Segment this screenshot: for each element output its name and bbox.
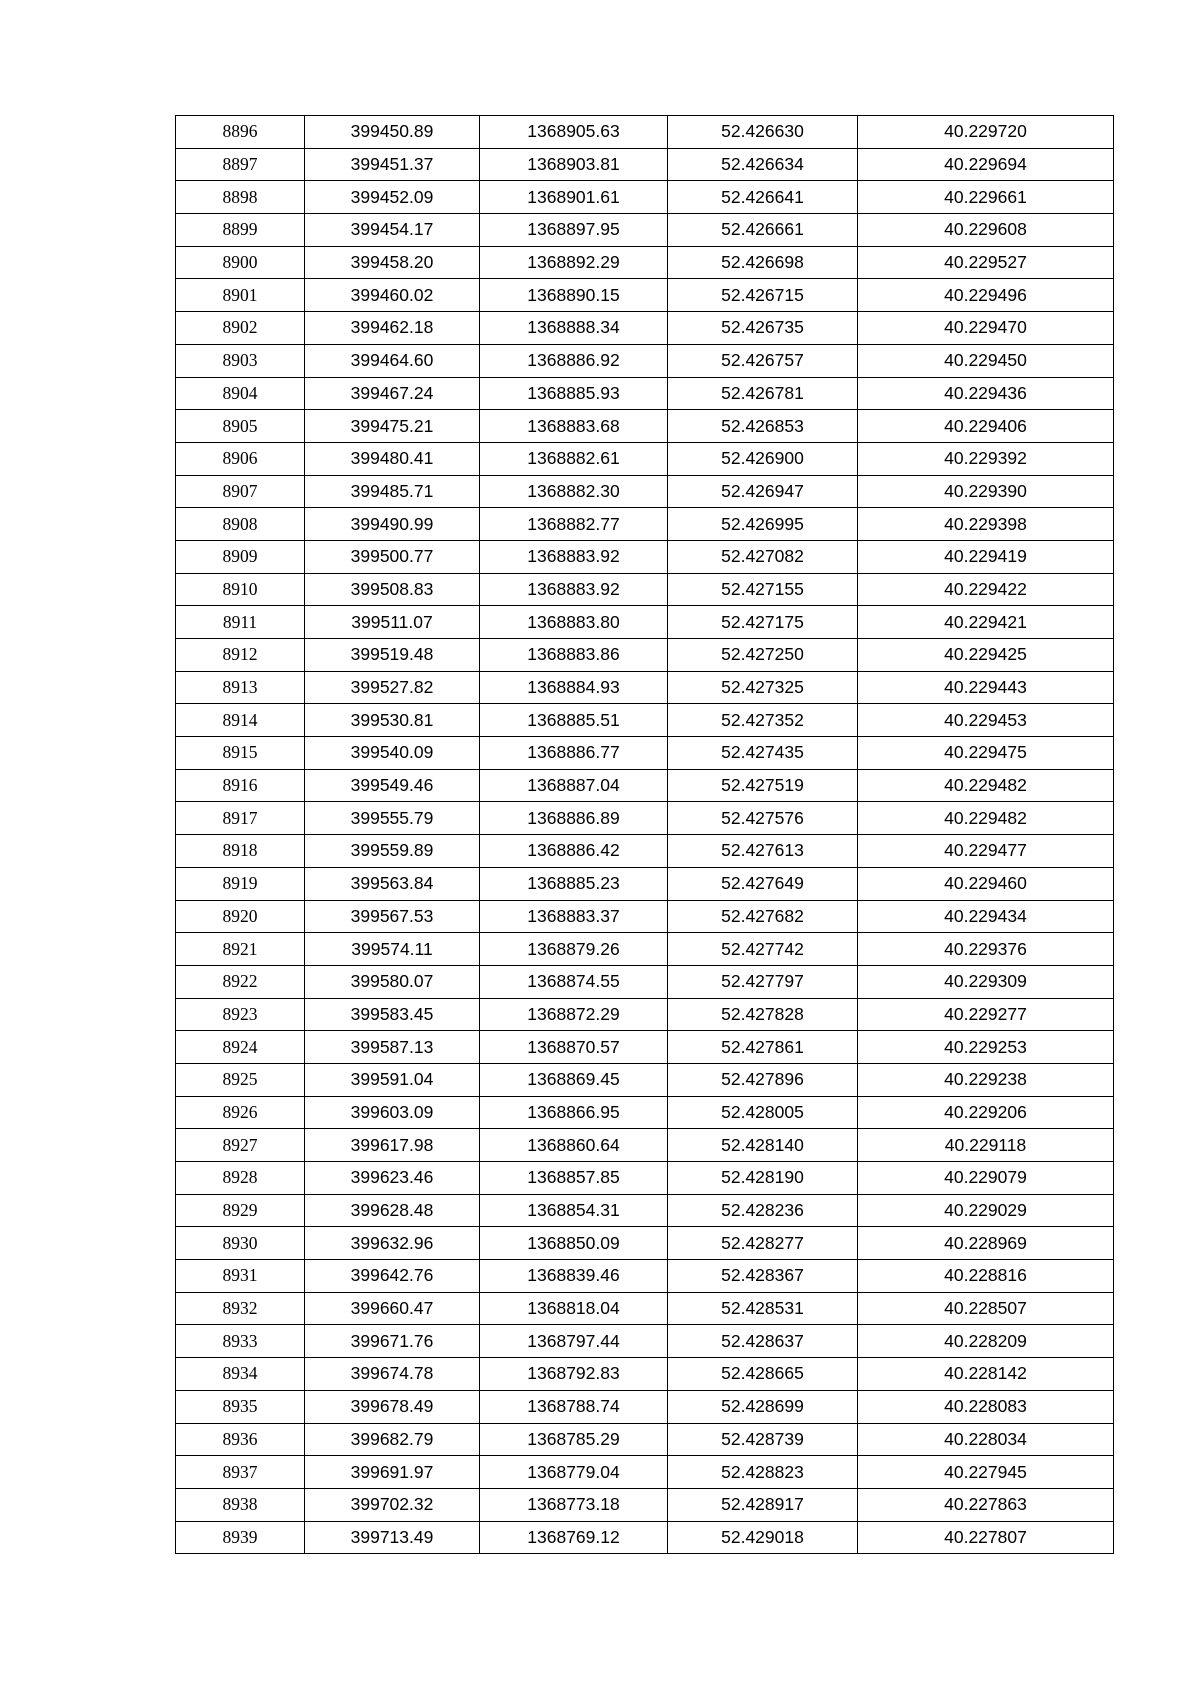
longitude-cell: 40.229450	[858, 344, 1114, 377]
y-coordinate-cell: 1368883.92	[480, 573, 668, 606]
x-coordinate-cell: 399450.89	[305, 116, 480, 149]
y-coordinate-cell: 1368882.77	[480, 508, 668, 541]
longitude-cell: 40.229694	[858, 148, 1114, 181]
latitude-cell: 52.426630	[668, 116, 858, 149]
latitude-cell: 52.427797	[668, 965, 858, 998]
x-coordinate-cell: 399678.49	[305, 1390, 480, 1423]
longitude-cell: 40.229238	[858, 1063, 1114, 1096]
longitude-cell: 40.229376	[858, 933, 1114, 966]
y-coordinate-cell: 1368797.44	[480, 1325, 668, 1358]
longitude-cell: 40.229482	[858, 802, 1114, 835]
longitude-cell: 40.229206	[858, 1096, 1114, 1129]
longitude-cell: 40.229475	[858, 737, 1114, 770]
y-coordinate-cell: 1368901.61	[480, 181, 668, 214]
longitude-cell: 40.229406	[858, 410, 1114, 443]
latitude-cell: 52.427896	[668, 1063, 858, 1096]
point-number-cell: 8932	[176, 1292, 305, 1325]
longitude-cell: 40.229421	[858, 606, 1114, 639]
point-number-cell: 8908	[176, 508, 305, 541]
point-number-cell: 8930	[176, 1227, 305, 1260]
point-number-cell: 8929	[176, 1194, 305, 1227]
longitude-cell: 40.227807	[858, 1521, 1114, 1554]
point-number-cell: 8931	[176, 1260, 305, 1293]
table-row	[176, 181, 1114, 214]
longitude-cell: 40.229277	[858, 998, 1114, 1031]
y-coordinate-cell: 1368883.92	[480, 540, 668, 573]
x-coordinate-cell: 399508.83	[305, 573, 480, 606]
latitude-cell: 52.428917	[668, 1488, 858, 1521]
latitude-cell: 52.426900	[668, 442, 858, 475]
y-coordinate-cell: 1368886.89	[480, 802, 668, 835]
table-row	[176, 998, 1114, 1031]
point-number-cell: 8905	[176, 410, 305, 443]
latitude-cell: 52.426757	[668, 344, 858, 377]
point-number-cell: 8915	[176, 737, 305, 770]
table-row	[176, 1358, 1114, 1391]
table-row	[176, 704, 1114, 737]
table-row	[176, 475, 1114, 508]
x-coordinate-cell: 399591.04	[305, 1063, 480, 1096]
longitude-cell: 40.229390	[858, 475, 1114, 508]
point-number-cell: 8904	[176, 377, 305, 410]
table-row	[176, 933, 1114, 966]
longitude-cell: 40.227863	[858, 1488, 1114, 1521]
y-coordinate-cell: 1368885.51	[480, 704, 668, 737]
longitude-cell: 40.229720	[858, 116, 1114, 149]
table-row	[176, 900, 1114, 933]
x-coordinate-cell: 399540.09	[305, 737, 480, 770]
longitude-cell: 40.228083	[858, 1390, 1114, 1423]
point-number-cell: 8922	[176, 965, 305, 998]
y-coordinate-cell: 1368882.61	[480, 442, 668, 475]
latitude-cell: 52.427576	[668, 802, 858, 835]
latitude-cell: 52.428190	[668, 1162, 858, 1195]
table-row	[176, 1325, 1114, 1358]
longitude-cell: 40.229470	[858, 312, 1114, 345]
table-row	[176, 312, 1114, 345]
longitude-cell: 40.228034	[858, 1423, 1114, 1456]
point-number-cell: 8896	[176, 116, 305, 149]
y-coordinate-cell: 1368885.93	[480, 377, 668, 410]
x-coordinate-cell: 399467.24	[305, 377, 480, 410]
y-coordinate-cell: 1368882.30	[480, 475, 668, 508]
longitude-cell: 40.229453	[858, 704, 1114, 737]
point-number-cell: 8934	[176, 1358, 305, 1391]
y-coordinate-cell: 1368883.37	[480, 900, 668, 933]
latitude-cell: 52.427649	[668, 867, 858, 900]
table-row	[176, 540, 1114, 573]
table-row	[176, 116, 1114, 149]
longitude-cell: 40.229419	[858, 540, 1114, 573]
latitude-cell: 52.427828	[668, 998, 858, 1031]
table-row	[176, 442, 1114, 475]
y-coordinate-cell: 1368885.23	[480, 867, 668, 900]
table-row	[176, 573, 1114, 606]
x-coordinate-cell: 399511.07	[305, 606, 480, 639]
point-number-cell: 8898	[176, 181, 305, 214]
latitude-cell: 52.427435	[668, 737, 858, 770]
x-coordinate-cell: 399559.89	[305, 835, 480, 868]
y-coordinate-cell: 1368887.04	[480, 769, 668, 802]
table-row	[176, 606, 1114, 639]
latitude-cell: 52.426947	[668, 475, 858, 508]
y-coordinate-cell: 1368883.80	[480, 606, 668, 639]
point-number-cell: 8920	[176, 900, 305, 933]
latitude-cell: 52.427861	[668, 1031, 858, 1064]
longitude-cell: 40.229434	[858, 900, 1114, 933]
point-number-cell: 8910	[176, 573, 305, 606]
table-row	[176, 965, 1114, 998]
latitude-cell: 52.428367	[668, 1260, 858, 1293]
x-coordinate-cell: 399480.41	[305, 442, 480, 475]
x-coordinate-cell: 399460.02	[305, 279, 480, 312]
point-number-cell: 8933	[176, 1325, 305, 1358]
latitude-cell: 52.428665	[668, 1358, 858, 1391]
table-row	[176, 377, 1114, 410]
x-coordinate-cell: 399682.79	[305, 1423, 480, 1456]
latitude-cell: 52.427682	[668, 900, 858, 933]
table-row	[176, 835, 1114, 868]
point-number-cell: 8938	[176, 1488, 305, 1521]
longitude-cell: 40.229496	[858, 279, 1114, 312]
y-coordinate-cell: 1368818.04	[480, 1292, 668, 1325]
table-row	[176, 769, 1114, 802]
point-number-cell: 8928	[176, 1162, 305, 1195]
point-number-cell: 8918	[176, 835, 305, 868]
y-coordinate-cell: 1368888.34	[480, 312, 668, 345]
longitude-cell: 40.229118	[858, 1129, 1114, 1162]
point-number-cell: 8902	[176, 312, 305, 345]
longitude-cell: 40.228142	[858, 1358, 1114, 1391]
point-number-cell: 8919	[176, 867, 305, 900]
table-row	[176, 639, 1114, 672]
table-row	[176, 1194, 1114, 1227]
y-coordinate-cell: 1368857.85	[480, 1162, 668, 1195]
longitude-cell: 40.228209	[858, 1325, 1114, 1358]
x-coordinate-cell: 399702.32	[305, 1488, 480, 1521]
latitude-cell: 52.426715	[668, 279, 858, 312]
x-coordinate-cell: 399567.53	[305, 900, 480, 933]
y-coordinate-cell: 1368874.55	[480, 965, 668, 998]
table-row	[176, 671, 1114, 704]
x-coordinate-cell: 399691.97	[305, 1456, 480, 1489]
table-row	[176, 410, 1114, 443]
x-coordinate-cell: 399454.17	[305, 214, 480, 247]
table-row	[176, 214, 1114, 247]
y-coordinate-cell: 1368870.57	[480, 1031, 668, 1064]
y-coordinate-cell: 1368850.09	[480, 1227, 668, 1260]
x-coordinate-cell: 399500.77	[305, 540, 480, 573]
x-coordinate-cell: 399628.48	[305, 1194, 480, 1227]
y-coordinate-cell: 1368886.42	[480, 835, 668, 868]
latitude-cell: 52.426634	[668, 148, 858, 181]
latitude-cell: 52.428140	[668, 1129, 858, 1162]
x-coordinate-cell: 399617.98	[305, 1129, 480, 1162]
point-number-cell: 8907	[176, 475, 305, 508]
y-coordinate-cell: 1368897.95	[480, 214, 668, 247]
x-coordinate-cell: 399587.13	[305, 1031, 480, 1064]
table-row	[176, 1488, 1114, 1521]
point-number-cell: 8903	[176, 344, 305, 377]
latitude-cell: 52.428236	[668, 1194, 858, 1227]
latitude-cell: 52.427613	[668, 835, 858, 868]
latitude-cell: 52.426735	[668, 312, 858, 345]
x-coordinate-cell: 399464.60	[305, 344, 480, 377]
table-row	[176, 1292, 1114, 1325]
point-number-cell: 8935	[176, 1390, 305, 1423]
latitude-cell: 52.426698	[668, 246, 858, 279]
x-coordinate-cell: 399563.84	[305, 867, 480, 900]
latitude-cell: 52.428739	[668, 1423, 858, 1456]
y-coordinate-cell: 1368892.29	[480, 246, 668, 279]
table-row	[176, 1521, 1114, 1554]
point-number-cell: 8927	[176, 1129, 305, 1162]
latitude-cell: 52.426661	[668, 214, 858, 247]
point-number-cell: 8899	[176, 214, 305, 247]
longitude-cell: 40.229398	[858, 508, 1114, 541]
y-coordinate-cell: 1368905.63	[480, 116, 668, 149]
longitude-cell: 40.229443	[858, 671, 1114, 704]
x-coordinate-cell: 399519.48	[305, 639, 480, 672]
x-coordinate-cell: 399549.46	[305, 769, 480, 802]
point-number-cell: 8939	[176, 1521, 305, 1554]
table-row	[176, 1096, 1114, 1129]
latitude-cell: 52.428823	[668, 1456, 858, 1489]
y-coordinate-cell: 1368884.93	[480, 671, 668, 704]
y-coordinate-cell: 1368903.81	[480, 148, 668, 181]
longitude-cell: 40.229482	[858, 769, 1114, 802]
latitude-cell: 52.427082	[668, 540, 858, 573]
point-number-cell: 8901	[176, 279, 305, 312]
x-coordinate-cell: 399451.37	[305, 148, 480, 181]
longitude-cell: 40.229661	[858, 181, 1114, 214]
latitude-cell: 52.427742	[668, 933, 858, 966]
y-coordinate-cell: 1368785.29	[480, 1423, 668, 1456]
longitude-cell: 40.227945	[858, 1456, 1114, 1489]
point-number-cell: 8911	[176, 606, 305, 639]
y-coordinate-cell: 1368886.77	[480, 737, 668, 770]
longitude-cell: 40.229460	[858, 867, 1114, 900]
point-number-cell: 8916	[176, 769, 305, 802]
longitude-cell: 40.229425	[858, 639, 1114, 672]
longitude-cell: 40.229079	[858, 1162, 1114, 1195]
y-coordinate-cell: 1368872.29	[480, 998, 668, 1031]
longitude-cell: 40.229436	[858, 377, 1114, 410]
latitude-cell: 52.427175	[668, 606, 858, 639]
coordinates-table	[175, 115, 1114, 1554]
x-coordinate-cell: 399713.49	[305, 1521, 480, 1554]
latitude-cell: 52.429018	[668, 1521, 858, 1554]
table-row	[176, 1260, 1114, 1293]
table-row	[176, 1227, 1114, 1260]
table-row	[176, 508, 1114, 541]
longitude-cell: 40.229253	[858, 1031, 1114, 1064]
x-coordinate-cell: 399632.96	[305, 1227, 480, 1260]
point-number-cell: 8913	[176, 671, 305, 704]
y-coordinate-cell: 1368860.64	[480, 1129, 668, 1162]
table-row	[176, 1162, 1114, 1195]
point-number-cell: 8923	[176, 998, 305, 1031]
table-row	[176, 344, 1114, 377]
x-coordinate-cell: 399490.99	[305, 508, 480, 541]
y-coordinate-cell: 1368854.31	[480, 1194, 668, 1227]
table-row	[176, 1031, 1114, 1064]
point-number-cell: 8926	[176, 1096, 305, 1129]
point-number-cell: 8936	[176, 1423, 305, 1456]
y-coordinate-cell: 1368866.95	[480, 1096, 668, 1129]
table-row	[176, 1129, 1114, 1162]
x-coordinate-cell: 399527.82	[305, 671, 480, 704]
coordinates-table-body	[176, 116, 1114, 1554]
longitude-cell: 40.229608	[858, 214, 1114, 247]
point-number-cell: 8897	[176, 148, 305, 181]
y-coordinate-cell: 1368773.18	[480, 1488, 668, 1521]
x-coordinate-cell: 399462.18	[305, 312, 480, 345]
point-number-cell: 8906	[176, 442, 305, 475]
latitude-cell: 52.426781	[668, 377, 858, 410]
latitude-cell: 52.427519	[668, 769, 858, 802]
point-number-cell: 8925	[176, 1063, 305, 1096]
y-coordinate-cell: 1368779.04	[480, 1456, 668, 1489]
y-coordinate-cell: 1368869.45	[480, 1063, 668, 1096]
table-row	[176, 867, 1114, 900]
x-coordinate-cell: 399623.46	[305, 1162, 480, 1195]
x-coordinate-cell: 399555.79	[305, 802, 480, 835]
latitude-cell: 52.428637	[668, 1325, 858, 1358]
x-coordinate-cell: 399530.81	[305, 704, 480, 737]
point-number-cell: 8900	[176, 246, 305, 279]
table-row	[176, 246, 1114, 279]
x-coordinate-cell: 399475.21	[305, 410, 480, 443]
table-row	[176, 1390, 1114, 1423]
x-coordinate-cell: 399574.11	[305, 933, 480, 966]
longitude-cell: 40.229422	[858, 573, 1114, 606]
table-row	[176, 1456, 1114, 1489]
latitude-cell: 52.426853	[668, 410, 858, 443]
point-number-cell: 8921	[176, 933, 305, 966]
x-coordinate-cell: 399642.76	[305, 1260, 480, 1293]
table-row	[176, 802, 1114, 835]
table-row	[176, 1423, 1114, 1456]
table-row	[176, 279, 1114, 312]
point-number-cell: 8937	[176, 1456, 305, 1489]
point-number-cell: 8909	[176, 540, 305, 573]
x-coordinate-cell: 399674.78	[305, 1358, 480, 1391]
latitude-cell: 52.426641	[668, 181, 858, 214]
latitude-cell: 52.427250	[668, 639, 858, 672]
longitude-cell: 40.228507	[858, 1292, 1114, 1325]
latitude-cell: 52.428699	[668, 1390, 858, 1423]
longitude-cell: 40.228969	[858, 1227, 1114, 1260]
point-number-cell: 8912	[176, 639, 305, 672]
table-row	[176, 148, 1114, 181]
latitude-cell: 52.428277	[668, 1227, 858, 1260]
longitude-cell: 40.229527	[858, 246, 1114, 279]
latitude-cell: 52.427155	[668, 573, 858, 606]
x-coordinate-cell: 399671.76	[305, 1325, 480, 1358]
x-coordinate-cell: 399583.45	[305, 998, 480, 1031]
x-coordinate-cell: 399452.09	[305, 181, 480, 214]
longitude-cell: 40.228816	[858, 1260, 1114, 1293]
y-coordinate-cell: 1368788.74	[480, 1390, 668, 1423]
x-coordinate-cell: 399485.71	[305, 475, 480, 508]
point-number-cell: 8914	[176, 704, 305, 737]
latitude-cell: 52.427325	[668, 671, 858, 704]
x-coordinate-cell: 399458.20	[305, 246, 480, 279]
y-coordinate-cell: 1368883.86	[480, 639, 668, 672]
y-coordinate-cell: 1368839.46	[480, 1260, 668, 1293]
point-number-cell: 8924	[176, 1031, 305, 1064]
point-number-cell: 8917	[176, 802, 305, 835]
longitude-cell: 40.229029	[858, 1194, 1114, 1227]
y-coordinate-cell: 1368792.83	[480, 1358, 668, 1391]
y-coordinate-cell: 1368890.15	[480, 279, 668, 312]
x-coordinate-cell: 399580.07	[305, 965, 480, 998]
table-row	[176, 737, 1114, 770]
longitude-cell: 40.229392	[858, 442, 1114, 475]
y-coordinate-cell: 1368883.68	[480, 410, 668, 443]
longitude-cell: 40.229477	[858, 835, 1114, 868]
y-coordinate-cell: 1368886.92	[480, 344, 668, 377]
x-coordinate-cell: 399603.09	[305, 1096, 480, 1129]
y-coordinate-cell: 1368879.26	[480, 933, 668, 966]
latitude-cell: 52.428005	[668, 1096, 858, 1129]
latitude-cell: 52.427352	[668, 704, 858, 737]
x-coordinate-cell: 399660.47	[305, 1292, 480, 1325]
latitude-cell: 52.426995	[668, 508, 858, 541]
latitude-cell: 52.428531	[668, 1292, 858, 1325]
y-coordinate-cell: 1368769.12	[480, 1521, 668, 1554]
longitude-cell: 40.229309	[858, 965, 1114, 998]
table-row	[176, 1063, 1114, 1096]
